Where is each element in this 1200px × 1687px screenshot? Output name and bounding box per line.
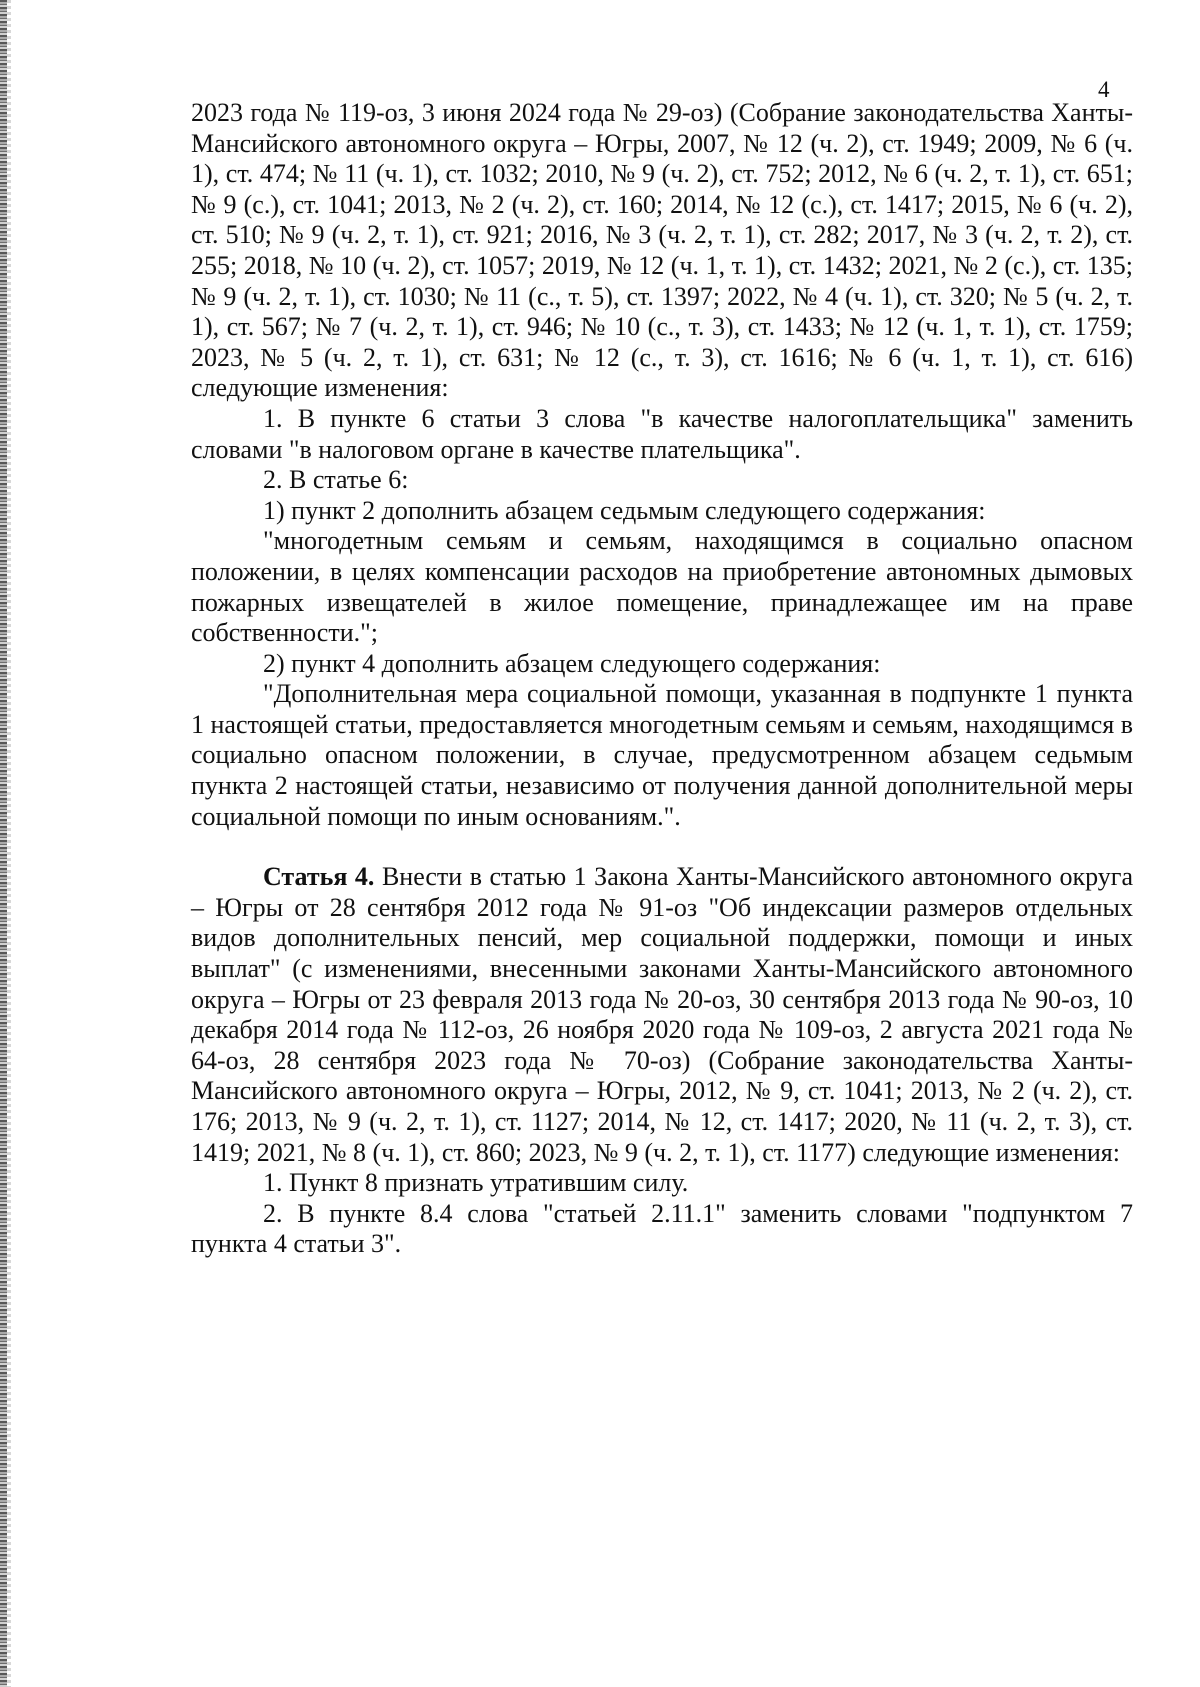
scan-edge-shadow (7, 0, 11, 1687)
article-4-body: Внести в статью 1 Закона Ханты-Мансийского автономного округа – Югры от 28 сентября 2012 года № 91-оз "Об индексации размеров отдельных видов дополнительных пенсий, мер социальной поддержки, помощи и иных выплат" (с изменениями, внесенными законами Ханты-Мансийского автономного округа – Югры от 23 февраля 2013 года № 20-оз, 30 сентября 2013 года № 90-оз, 10 декабря 2014 года № 112-оз, 26 ноября 2020 года № 109-оз, 2 августа 2021 года № 64-оз, 28 сентября 2023 года № 70-оз) (Собрание законодательства Ханты-Мансийского автономного округа – Югры, 2012, № 9, ст. 1041; 2013, № 2 (ч. 2), ст. 176; 2013, № 9 (ч. 2, т. 1), ст. 1127; 2014, № 12, ст. 1417; 2020, № 11 (ч. 2, т. 3), ст. 1419; 2021, № 8 (ч. 1), ст. 860; 2023, № 9 (ч. 2, т. 1), ст. 1177) следующие изменения: (191, 862, 1133, 1167)
quoted-paragraph-1: "многодетным семьям и семьям, находящимся в социально опасном положении, в целях компенсации расходов на приобретение автономных дымовых пожарных извещателей в жилое помещение, принадлежащее им на праве собственности."; (191, 526, 1133, 648)
article-4-item-2: 2. В пункте 8.4 слова "статьей 2.11.1" заменить словами "подпунктом 7 пункта 4 статьи 3". (191, 1198, 1133, 1259)
article-4-item-1: 1. Пункт 8 признать утратившим силу. (263, 1168, 689, 1198)
scan-edge (0, 0, 7, 1687)
page-number: 4 (1098, 77, 1110, 102)
amendment-sources-paragraph: 2023 года № 119-оз, 3 июня 2024 года № 29-оз) (Собрание законодательства Ханты-Мансийского автономного округа – Югры, 2007, № 12 (ч. 2), ст. 1949; 2009, № 6 (ч. 1), ст. 474; № 11 (ч. 1), ст. 1032; 2010, № 9 (ч. 2), ст. 752; 2012, № 6 (ч. 2, т. 1), ст. 651; № 9 (с.), ст. 1041; 2013, № 2 (ч. 2), ст. 160; 2014, № 12 (с.), ст. 1417; 2015, № 6 (ч. 2), ст. 510; № 9 (ч. 2, т. 1), ст. 921; 2016, № 3 (ч. 2, т. 1), ст. 282; 2017, № 3 (ч. 2, т. 2), ст. 255; 2018, № 10 (ч. 2), ст. 1057; 2019, № 12 (ч. 1, т. 1), ст. 1432; 2021, № 2 (с.), ст. 135; № 9 (ч. 2, т. 1), ст. 1030; № 11 (с., т. 5), ст. 1397; 2022, № 4 (ч. 1), ст. 320; № 5 (ч. 2, т. 1), ст. 567; № 7 (ч. 2, т. 1), ст. 946; № 10 (с., т. 3), ст. 1433; № 12 (ч. 1, т. 1), ст. 1759; 2023, № 5 (ч. 2, т. 1), ст. 631; № 12 (с., т. 3), ст. 1616; № 6 (ч. 1, т. 1), ст. 616) следующие изменения: (191, 98, 1133, 403)
amendment-subitem-1: 1) пункт 2 дополнить абзацем седьмым следующего содержания: (263, 495, 986, 525)
article-4-paragraph (191, 862, 1133, 1168)
quoted-paragraph-2: "Дополнительная мера социальной помощи, указанная в подпункте 1 пункта 1 настоящей статьи, предоставляется многодетным семьям и семьям, находящимся в социально опасном положении, в случае, предусмотренном абзацем седьмым пункта 2 настоящей статьи, независимо от получения данной дополнительной меры социальной помощи по иным основаниям.". (191, 679, 1133, 831)
amendment-item-2: 2. В статье 6: (263, 465, 409, 495)
amendment-subitem-2: 2) пункт 4 дополнить абзацем следующего содержания: (263, 648, 881, 678)
amendment-item-1: 1. В пункте 6 статьи 3 слова "в качестве налогоплательщика" заменить словами "в налоговом органе в качестве плательщика". (191, 403, 1133, 464)
document-body (191, 98, 1133, 1260)
article-4-heading: Статья 4. (263, 862, 375, 892)
section-gap (191, 832, 1133, 862)
